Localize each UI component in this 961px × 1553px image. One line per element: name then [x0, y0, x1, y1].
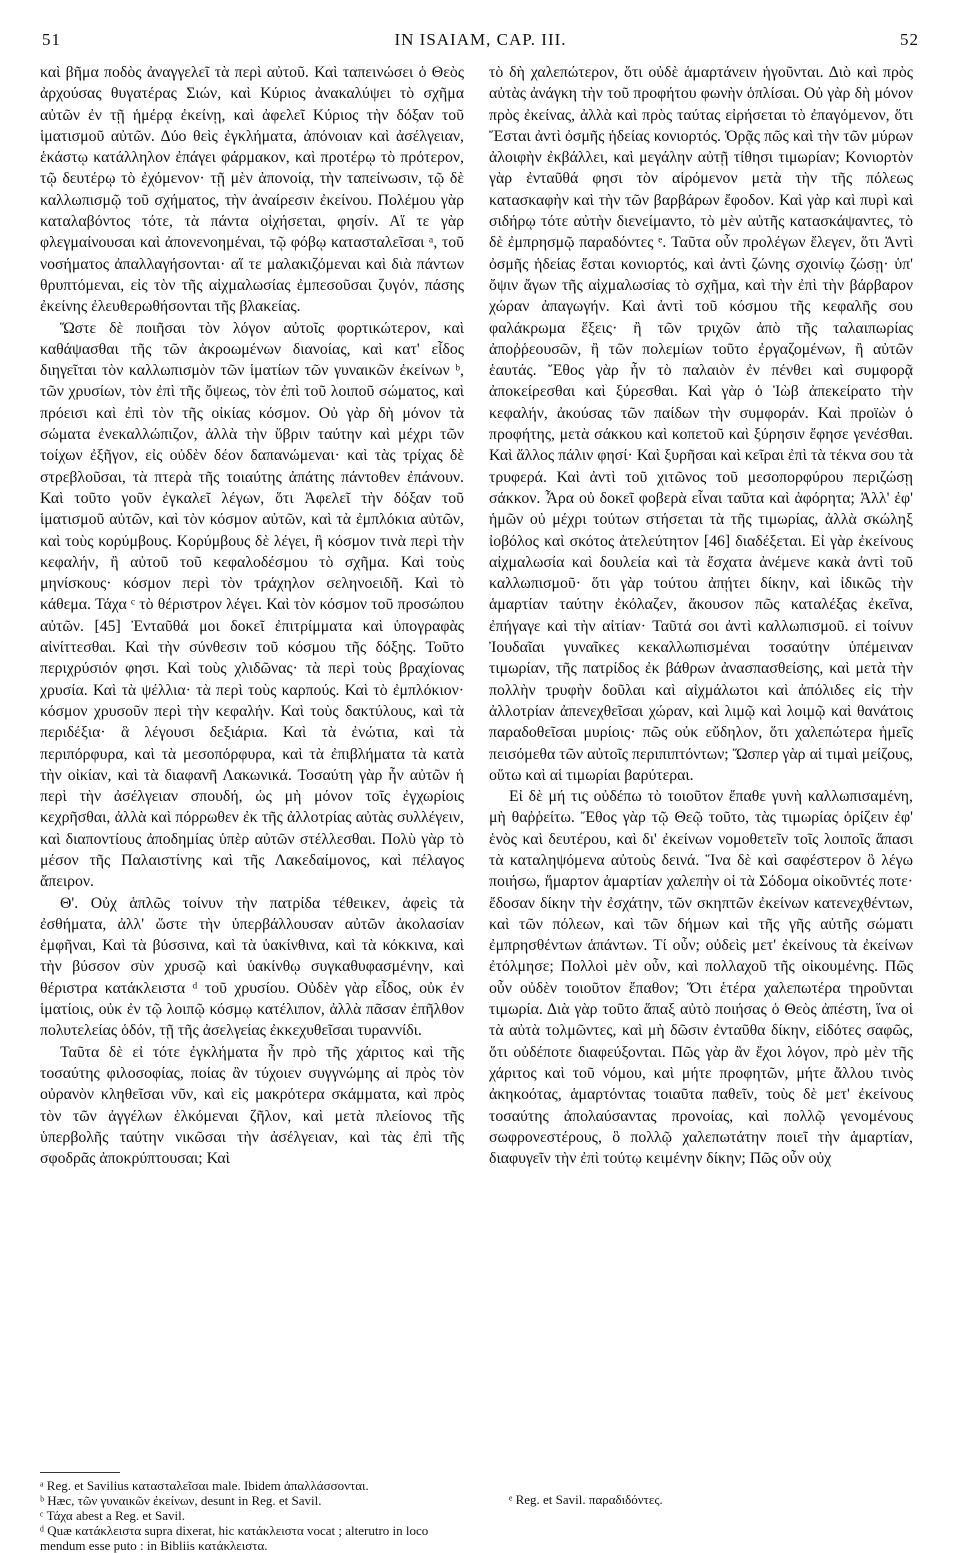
right-column: [489, 62, 913, 1466]
left-paragraph-1: καὶ βῆμα ποδὸς ἀναγγελεῖ τὰ περὶ αὐτοῦ. Καὶ ταπεινώσει ὁ Θεὸς ἀρχούσας θυγατέρας Σιών, καὶ Κύριος ἀνακαλύψει τὸ σχῆμα αὐτῶν ἐν τῇ ἡμέρᾳ ἐκείνῃ, καὶ ἀφελεῖ Κύριος τὴν δόξαν τοῦ ἱματισμοῦ αὐτῶν. Δύο θεὶς ἐγκλήματα, ἀπόνοιαν καὶ ἀσέλγειαν, ἑκάστῳ κατάλληλον ἐπάγει φάρμακον, καὶ προτέρῳ τὸ πρότερον, τῷ δευτέρῳ τὸ ἐχόμενον· τῇ μὲν ἀπονοίᾳ, τὴν ταπείνωσιν, τῷ δὲ καλλωπισμῷ τοῦ σχήματος, τὴν ἀναίρεσιν ἐκείνου. Πολέμου γὰρ καταλαβόντος τότε, τὰ πάντα οἰχήσεται, φησίν. Αἵ τε γὰρ φλεγμαίνουσαι καὶ ἀπονενοημέναι, τῷ φόβῳ κατασταλεῖσαι ᵃ, τοῦ νοσήματος ἀπαλλαγήσονται· αἵ τε μαλακιζόμεναι καὶ διὰ πάντων θρυπτόμεναι, εἰς τὸν τῆς αἰχμαλωσίας ἐμπεσοῦσαι ζυγόν, πάσης ἐκείνης ἐλευθερωθήσονται τῆς βλακείας.: [40, 64, 464, 316]
footnotes-left: [40, 1478, 464, 1553]
footnote-a: ᵃ Reg. et Savilius κατασταλεῖσαι male. Ibidem ἀπαλλάσσονται.: [40, 1478, 369, 1493]
left-paragraph-4: Ταῦτα δὲ εἰ τότε ἐγκλήματα ἦν πρὸ τῆς χάριτος καὶ τῆς τοσαύτης φιλοσοφίας, ποίας ἂν τύχοιεν συγγνώμης αἱ πρὸς τὸν οὐρανὸν κληθεῖσαι νῦν, καὶ εἰς μακρότερα σκάμματα, καὶ πρὸς τὸν τῶν ἀγγέλων ἑλκόμεναι ζῆλον, καὶ μετὰ πλείονος τῆς ὑπερβολῆς ταύτην νικῶσαι τὴν ἀσέλγειαν, καὶ τὰς ἐπὶ τῆς σφοδρᾶς ἀποκρύπτουσαι; Καὶ: [40, 1043, 464, 1168]
footnote-rule: [40, 1472, 120, 1473]
footnotes-right: [489, 1492, 933, 1507]
footnote-d: ᵈ Quæ κατάκλειστα supra dixerat, hic κατάκλειστα vocat ; alterutro in loco mendum esse puto : in Bibliis κατάκλειστα.: [40, 1523, 429, 1553]
page-number-right: 52: [900, 30, 919, 49]
footnote-c: ᶜ Τάχα abest a Reg. et Savil.: [40, 1508, 186, 1523]
right-paragraph-2: Εἰ δὲ μή τις οὐδέπω τὸ τοιοῦτον ἔπαθε γυνὴ καλλωπισαμένη, μὴ θαῤῥείτω. Ἔθος γὰρ τῷ Θεῷ τοῦτο, τὰς τιμωρίας ὁρίζειν ἐφ' ἑνὸς καὶ δευτέρου, καὶ δι' ἐκείνων νομοθετεῖν τοῖς λοιποῖς ἅπασι τὰ καταληψόμενα αὐτοὺς δεινά. Ἵνα δὲ καὶ σαφέστερον ὃ λέγω ποιήσω, ἥμαρτον ἁμαρτίαν χαλεπὴν οἱ τὰ Σόδομα οἰκοῦντές ποτε· ἔδοσαν δίκην τὴν ἐσχάτην, τῶν σκηπτῶν ἐκείνων κατενεχθέντων, καὶ τῶν πόλεων, καὶ τῶν δήμων καὶ τῆς γῆς αὐτῆς σώματι ἐμπρησθέντων ἁπάντων. Τί οὖν; οὐδεὶς μετ' ἐκείνους τὰ ἐκείνων ἐτόλμησε; Πολλοὶ μὲν οὖν, καὶ πολλαχοῦ τῆς οἰκουμένης. Πῶς οὖν οὐδὲν τοιοῦτον ἔπαθον; Ὅτι ἑτέρα χαλεπωτέρα τηροῦνται τιμωρία. Διὰ γὰρ τοῦτο ἅπαξ αὐτὸ ποιήσας ὁ Θεὸς ἀπέστη, ἵνα οἱ τὰ αὐτὰ τολμῶντες, καὶ μὴ δῶσιν ἐνταῦθα δίκην, εἰδότες σαφῶς, ὅτι οὐδέποτε διαφεύξονται. Πῶς γὰρ ἂν ἔχοι λόγον, πρὸ μὲν τῆς χάριτος καὶ τοῦ νόμου, καὶ μήτε προφητῶν, μήτε ἄλλου τινὸς ἀκηκοότας, ἁμαρτόντας τοιαῦτα παθεῖν, τοὺς δὲ μετ' ἐκείνους τοσαύτης ἀπολαύσαντας προνοίας, καὶ πολλῷ γενομένους σωφρονεστέρους, ὃ πολλῷ χαλεπωτάτην ποιεῖ τὴν ἁμαρτίαν, διαφυγεῖν τὴν ἐπὶ τούτῳ κειμένην δίκην; Πῶς οὖν οὐχ: [489, 788, 913, 1168]
footnote-e: ᵉ Reg. et Savil. παραδιδόντες.: [509, 1492, 663, 1507]
left-column: [40, 62, 464, 1466]
page-number-left: 51: [42, 30, 61, 49]
left-paragraph-2: Ὥστε δὲ ποιῆσαι τὸν λόγον αὐτοῖς φορτικώτερον, καὶ καθάψασθαι τῆς τῶν ἀκροωμένων διανοίας, καὶ κατ' εἶδος διηγεῖται τὸν καλλωπισμὸν τῶν ἱματίων τῶν γυναικῶν ἐκείνων ᵇ, τῶν χρυσίων, τὸν ἐπὶ τῆς ὄψεως, τὸν ἐπὶ τοῦ λοιποῦ σώματος, καὶ πρόεισι καὶ ἐπὶ τὸν τῆς οἰκίας κόσμον. Οὐ γὰρ δὴ μόνον τὰ σώματα ἐνεκαλλώπιζον, ἀλλὰ τὴν ὕβριν ταύτην καὶ μέχρι τῶν τοίχων ἐξῆγον, εἰς οὐδὲν δέον δαπανώμεναι· καὶ τὰς τρίχας δὲ στρεβλοῦσαι, τὰ πτερὰ τῆς τοιαύτης ἀπάτης πάντοθεν ἐπάνουν. Καὶ τοῦτο γοῦν ἐγκαλεῖ λέγων, ὅτι Ἀφελεῖ τὴν δόξαν τοῦ ἱματισμοῦ αὐτῶν, καὶ τὸν κόσμον αὐτῶν, καὶ τὰ ἐμπλόκια αὐτῶν, καὶ τοὺς κορύμβους. Κορύμβους δὲ λέγει, ἢ κόσμον τινὰ περὶ τὴν κεφαλήν, ἢ αὐτοῦ τοῦ κεφαλοδέσμου τὸ σχῆμα. Καὶ τοὺς μηνίσκους· κόσμον περὶ τὸν τράχηλον σεληνοειδῆ. Καὶ τὸ κάθεμα. Τάχα ᶜ τὸ θέριστρον λέγει. Καὶ τὸν κόσμον τοῦ προσώπου αὐτῶν. [45] Ἐνταῦθά μοι δοκεῖ ἐπιτρίμματα καὶ ὑπογραφὰς αἰνίττεσθαι. Καὶ τὴν σύνθεσιν τοῦ κόσμου τῆς δόξης. Τοῦτο περιχρύσιόν φησι. Καὶ τοὺς χλιδῶνας· τὰ περὶ τοὺς βραχίονας χρυσία. Καὶ τὰ ψέλλια· τὰ περὶ τοὺς καρπούς. Καὶ τὸ ἐμπλόκιον· κόσμον χρυσοῦν περὶ τὴν κεφαλήν. Καὶ τοὺς δακτύλους, καὶ τὰ περιδέξια· ἃ λέγουσι δεξιάρια. Καὶ τὰ ἐνώτια, καὶ τὰ περιπόρφυρα, καὶ τὰ μεσοπόρφυρα, καὶ τὰ ἐπιβλήματα τὰ κατὰ τὴν οἰκίαν, καὶ τὰ διαφανῆ Λακωνικά. Τοσαύτη γὰρ ἦν αὐτῶν ἡ περὶ τὴν ἀσέλγειαν σπουδή, ὡς μὴ μόνον τοῖς ἐγχωρίοις κεχρῆσθαι, ἀλλὰ καὶ πόρρωθεν ἐκ τῆς ἀλλοτρίας αὐτὰς συλλέγειν, καὶ διαποντίους ἀποδημίας ὑπὲρ αὐτῶν στέλλεσθαι. Πολὺ γὰρ τὸ μέσον τῆς Παλαιστίνης καὶ τῆς Λακεδαίμονος, καὶ πέλαγος ἄπειρον.: [40, 319, 464, 891]
page-header: [42, 30, 919, 58]
right-paragraph-1: τὸ δὴ χαλεπώτερον, ὅτι οὐδὲ ἁμαρτάνειν ἡγοῦνται. Διὸ καὶ πρὸς αὐτὰς ἀνάγκη τὴν τοῦ προφήτου φωνὴν ὁπλίσαι. Οὐ γὰρ δὴ μόνον πρὸς ἐκείνας, ἀλλὰ καὶ πρὸς ταύτας εἰρήσεται τὸ ἐπαγόμενον, ὅτι Ἔσται ἀντὶ ὀσμῆς ἡδείας κονιορτός. Ὁρᾷς πῶς καὶ τὴν τῶν μύρων ἀλοιφὴν ἐκβάλλει, καὶ μεγάλην αὐτῇ τίθησι τιμωρίαν; Κονιορτὸν γὰρ ἐνταῦθά φησι τὸν αἱρόμενον μετὰ τὴν τῆς πόλεως κατασκαφὴν καὶ τὴν τῶν βαρβάρων ἔφοδον. Καὶ γὰρ καὶ πυρὶ καὶ σιδήρῳ τότε αὐτὴν διενείμαντο, τὸ μὲν αὐτῆς κατασκάψαντες, τὸ δὲ ἐμπρησμῷ παραδόντες ᵉ. Ταῦτα οὖν προλέγων ἔλεγεν, ὅτι Ἀντὶ ὀσμῆς ἡδείας ἔσται κονιορτός, καὶ ἀντὶ ζώνης σχοινίῳ ζώσῃ· ὑπ' ὄψιν ἄγων τῆς αἰχμαλωσίας τὸ σχῆμα, καὶ τὴν ἐπὶ τὴν βάρβαρον χώραν ἀπαγωγήν. Καὶ ἀντὶ τοῦ κόσμου τῆς κεφαλῆς σου φαλάκρωμα ἕξεις· ἢ τῶν τριχῶν ἀπὸ τῆς ταλαιπωρίας ἀποῤῥεουσῶν, ἢ τῶν πολεμίων τοῦτο ἐργαζομένων, ἢ αὐτῶν ἑαυτάς. Ἔθος γὰρ ἦν τὸ παλαιὸν ἐν πένθει καὶ συμφορᾷ ἀποκείρεσθαι καὶ ξύρεσθαι. Καὶ γὰρ ὁ Ἰὼβ ἀπεκείρατο τὴν κεφαλήν, ἀκούσας τῶν παίδων τὴν συμφοράν. Καὶ προϊὼν ὁ προφήτης, μετὰ σάκκου καὶ κοπετοῦ καὶ ξύρησιν ἔφησε γενέσθαι. Καὶ ἄλλος πάλιν φησί· Καὶ ξυρῆσαι καὶ κεῖραι ἐπὶ τὰ τέκνα σου τὰ τρυφερά. Καὶ ἀντὶ τοῦ χιτῶνος τοῦ μεσοπορφύρου περιζώσῃ σάκκον. Ἆρα οὐ δοκεῖ φοβερὰ εἶναι ταῦτα καὶ ἀφόρητα; Ἀλλ' ἐφ' ἡμῶν οὐ μέχρι τούτων στήσεται τὰ τῆς τιμωρίας, ἀλλὰ σκώληξ ἰοβόλος καὶ σκότος ἀτελεύτητον [46] διαδέξεται. Εἰ γὰρ ἐκείνους αἰχμαλωσία καὶ δουλεία καὶ τὰ ἔσχατα ἀνέμενε κακὰ ἀντὶ τοῦ καλλωπισμοῦ· ὅτι γὰρ τούτου ἀπῄτει δίκην, καὶ ἰδικῶς τὴν ἁμαρτίαν ταύτην ἐκόλαζεν, ἄκουσον πῶς καταλέξας ἐκεῖνα, ἐπήγαγε καὶ τὴν αἰτίαν· Ταῦτά σοι ἀντὶ καλλωπισμοῦ. εἰ τοίνυν Ἰουδαῖαι γυναῖκες κεκαλλωπισμέναι τοσαύτην ὑπέμειναν τιμωρίαν, τῆς πατρίδος ἐκ βάθρων ἀνασπασθείσης, καὶ μετὰ τὴν πολλὴν τρυφὴν δοῦλαι καὶ αἰχμάλωτοι καὶ ἀπόλιδες εἰς τὴν ἀλλοτρίαν ἀπενεχθεῖσαι χώραν, καὶ λιμῷ καὶ λοιμῷ καὶ θανάτοις παραδοθεῖσαι μυρίοις· πῶς οὐκ εὔδηλον, ὅτι χαλεπώτερα ἡμεῖς πεισόμεθα τῶν αὐτοῖς περιπιπτόντων; Ὥσπερ γὰρ αἱ τιμαὶ μείζους, οὕτω καὶ αἱ τιμωρίαι βαρύτεραι.: [489, 64, 913, 784]
running-title: IN ISAIAM, CAP. III.: [394, 30, 567, 49]
left-paragraph-3: Θ'. Οὐχ ἁπλῶς τοίνυν τὴν πατρίδα τέθεικεν, ἀφεὶς τὰ ἐσθήματα, ἀλλ' ὥστε τὴν ὑπερβάλλουσαν αὐτῶν ἀκολασίαν ἐμφῆναι, Καὶ τὰ βύσσινα, καὶ τὰ ὑακίνθινα, καὶ τὰ κόκκινα, καὶ τὴν βύσσον σὺν χρυσῷ καὶ ὑακίνθῳ συγκαθυφασμένην, καὶ θέριστρα κατάκλειστα ᵈ τοῦ χρυσίου. Οὐδὲν γὰρ εἶδος, οὐκ ἐν ἱματίοις, οὐκ ἐν τῷ λοιπῷ κόσμῳ κατέλιπον, ἀλλὰ πᾶσαν ἐπῆλθον πολυτελείας ὁδόν, τῇ τῆς ἀσελγείας ἐκκεχυθεῖσαι τυραννίδι.: [40, 894, 464, 1040]
footnote-b: ᵇ Hæc, τῶν γυναικῶν ἐκείνων, desunt in Reg. et Savil.: [40, 1493, 322, 1508]
